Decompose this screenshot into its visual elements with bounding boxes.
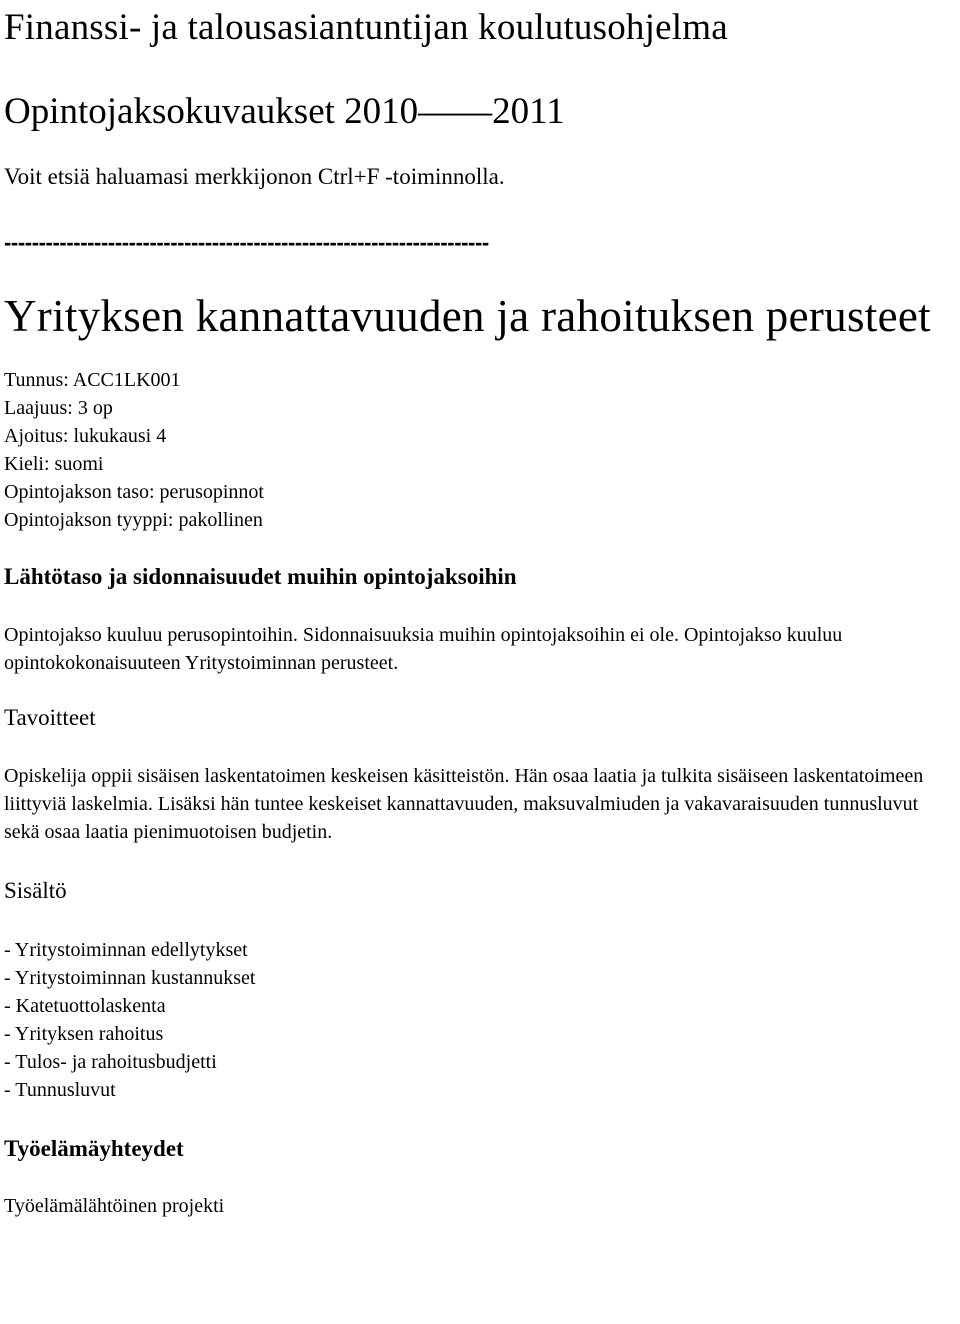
content-item: - Yrityksen rahoitus — [4, 1023, 164, 1045]
meta-level: Opintojakson taso: perusopinnot — [4, 481, 264, 503]
document-subtitle: Opintojaksokuvaukset 2010——2011 — [4, 91, 565, 132]
meta-credits: Laajuus: 3 op — [4, 397, 113, 419]
content-item: - Tunnusluvut — [4, 1079, 116, 1101]
objectives-text: Opiskelija oppii sisäisen laskentatoimen keskeisen käsitteistön. Hän osaa laatia ja tulkita sisäiseen laskentatoimeen liittyviä laskelmia. Lisäksi hän tuntee keskeiset kannattavuuden, maksuvalmiuden ja vakavaraisuuden tunnusluvut sekä osaa laatia pienimuotoisen budjetin. — [4, 765, 924, 843]
course-meta-list — [4, 366, 956, 534]
search-hint: Voit etsiä haluamasi merkkijonon Ctrl+F -toiminnolla. — [4, 164, 505, 189]
content-heading: Sisältö — [4, 878, 67, 903]
working-life-heading: Työelämäyhteydet — [4, 1136, 184, 1161]
content-item: - Yritystoiminnan kustannukset — [4, 967, 256, 989]
course-title: Yrityksen kannattavuuden ja rahoituksen perusteet — [4, 291, 931, 341]
content-item: - Katetuottolaskenta — [4, 995, 166, 1017]
content-item: - Tulos- ja rahoitusbudjetti — [4, 1051, 217, 1073]
content-list — [4, 936, 956, 1104]
meta-timing: Ajoitus: lukukausi 4 — [4, 425, 167, 447]
document-title: Finanssi- ja talousasiantuntijan koulutusohjelma — [4, 7, 728, 48]
separator-line: ---------------------------------------------------------------------- — [4, 230, 489, 255]
document-page — [4, 0, 956, 1220]
content-item: - Yritystoiminnan edellytykset — [4, 939, 248, 961]
prerequisites-heading: Lähtötaso ja sidonnaisuudet muihin opintojaksoihin — [4, 564, 517, 589]
objectives-heading: Tavoitteet — [4, 705, 96, 730]
meta-type: Opintojakson tyyppi: pakollinen — [4, 509, 263, 531]
meta-language: Kieli: suomi — [4, 453, 104, 475]
prerequisites-text: Opintojakso kuuluu perusopintoihin. Sidonnaisuuksia muihin opintojaksoihin ei ole. Opintojakso kuuluu opintokokonaisuuteen Yritystoiminnan perusteet. — [4, 624, 843, 674]
working-life-text: Työelämälähtöinen projekti — [4, 1195, 225, 1217]
meta-code: Tunnus: ACC1LK001 — [4, 369, 181, 391]
